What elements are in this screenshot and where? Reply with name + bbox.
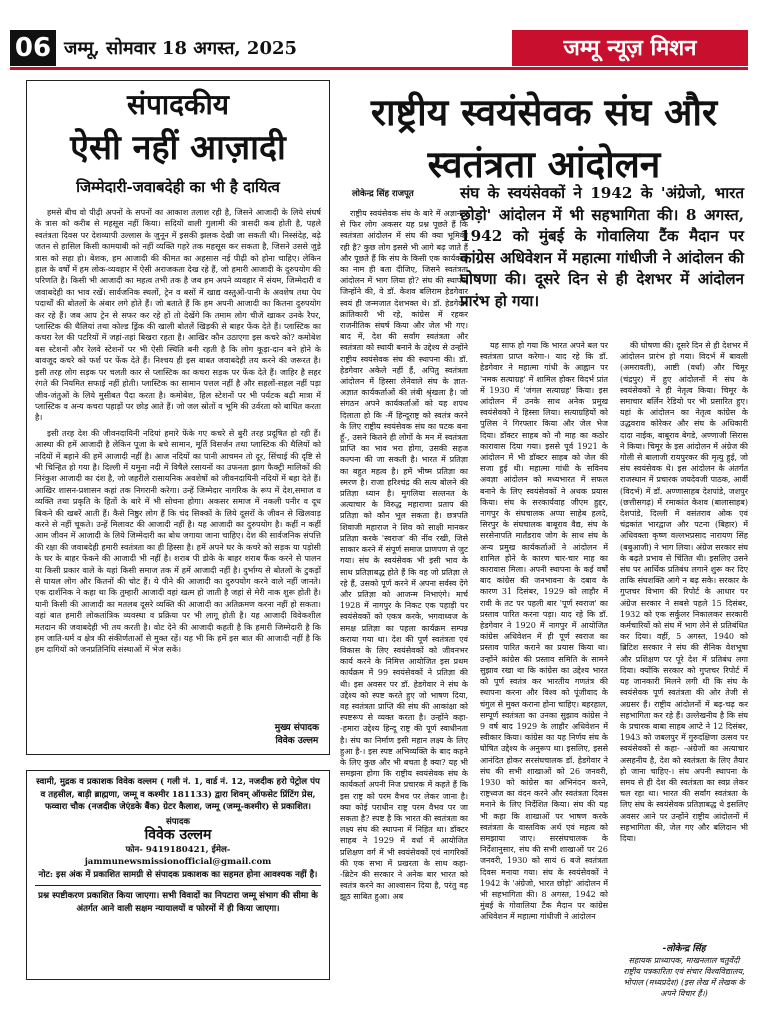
article-column-3 [620, 340, 748, 940]
contact-line: फोन- 9419180421, ईमेल- jammunewsmissionofficial@gmail.com [84, 844, 272, 867]
author-box [620, 944, 748, 999]
article-text: यह साफ हो गया कि भारत अपने बल पर स्वतंत्रता प्राप्त करेगा-। याद रहे कि डॉ. हेडगेवार ने महात्मा गांधी के आह्वान पर 'नमक सत्याग्रह' में शामिल होकर विदर्भ प्रांत में 1930 में 'जंगल सत्याग्रह' किया। इस आंदोलन में उनके साथ अनेक प्रमुख स्वयंसेवकों ने हिस्सा लिया। सत्याग्रहियों को पुलिस ने गिरफ्तार किया और जेल भेज दिया। डॉक्टर साहब को नौ माह का कठोर कारावास दिया गया। इससे पूर्व 1921 के आंदोलन में भी डॉक्टर साहब को जेल की सजा हुई थी। महात्मा गांधी के सविनय अवज्ञा आंदोलन को मध्यभारत में सफल बनाने के लिए स्वयंसेवकों ने अथक प्रयास किया। संघ के सरकार्यवाह जीएम हुद्दर, नागपुर के संघचालक अप्पा साहेब हलदे, सिरपुर के संघचालक बाबूराव वैद्य, संघ के सरसेनापति मार्तंडराव जोग के साथ संघ के अन्य प्रमुख कार्यकर्ताओं ने आंदोलन में शामिल होने के कारण चार-चार माह का कारावास मिला। अपनी स्थापना के कई वर्षों बाद कांग्रेस की जनभावना के दबाव के कारण 31 दिसंबर, 1929 को लाहौर में रावी के तट पर पहली बार 'पूर्ण स्वराज' का प्रस्ताव पारित करना पड़ा। याद रहे कि डॉ. हेडगेवार ने 1920 में नागपुर में आयोजित कांग्रेस अधिवेशन में ही पूर्ण स्वराज का प्रस्ताव पारित कराने का प्रयास किया था। उन्होंने कांग्रेस की प्रस्ताव समिति के सामने सुझाव रखा था कि कांग्रेस का उद्देश्य भारत को पूर्ण स्वतंत्र कर भारतीय गणतंत्र की स्थापना करना और विश्व को पूंजीवाद के चंगुल से मुक्त कराना होना चाहिए। बहरहाल, सम्पूर्ण स्वतंत्रता का उनका सुझाव कांग्रेस ने 9 वर्ष बाद 1929 के लाहौर अधिवेशन में स्वीकार किया। कांग्रेस का यह निर्णय संघ के घोषित उद्देश्य के अनुरूप था। इसलिए, इससे आनंदित होकर सरसंघचालक डॉ. हेडगेवार ने संघ की सभी शाखाओं को 26 जनवरी, 1930 को कांग्रेस का अभिनंदन करने, राष्ट्रध्वज का वंदन करने और स्वतंत्रता दिवस मनाने के लिए निर्देशित किया। संघ की यह भी कहा कि शाखाओं पर भाषण करके स्वतंत्रता के वास्तविक अर्थ एवं महत्व को समझाया जाए। सरसंघचालक के निर्देशानुसार, संघ की सभी शाखाओं पर 26 जनवरी, 1930 को सायं 6 बजे स्वतंत्रता दिवस मनाया गया। संघ के स्वयंसेवकों ने 1942 के 'अंग्रेजो, भारत छोड़ो' आंदोलन में भी सहभागिता की। 8 अगस्त, 1942 को मुंबई के गोवालिया टैंक मैदान पर कांग्रेस अधिवेशन में महात्मा गांधीजी ने आंदोलन [480, 341, 608, 922]
editorial-box [26, 80, 330, 755]
signature-name: विवेक उल्लम [275, 736, 319, 746]
editorial-subtitle: जिम्मेदारी-जवाबदेही का भी है दायित्व [76, 178, 280, 196]
editorial-paragraph: हमसे बीच वो पीढ़ी अपनों के सपनों का आकाश तलाश रही है, जिसने आजादी के लिये संघर्ष के त्रास को करीब से महसूस नहीं किया। सदियों वाली गुलामी की त्रासदी कब होती है, पहले स्वतंत्रता दिवस पर देशव्यापी उल्लास के जुनून में इसकी झलक देखी जा सकती थी। निस्संदेह, बढ़े जतन से हासिल किसी कामयाबी को नहीं व्यक्ति गहरे तक महसूस कर सकता है, जिसने उससे जुड़े त्रास को सहा हो। बेशक, हम आजादी की कीमत का अहसास नई पीढ़ी को होना चाहिए। लेकिन हाल के वर्षों में हम लोक-व्यवहार में ऐसी अराजकता देख रहे हैं, जो हमारी आजादी के दुरुपयोग की परिणति है। किसी भी आजादी का महत्व तभी तक है जब हम अपने व्यवहार में संयम, जिम्मेदारी व जवाबदेही का भाव रखें। सार्वजनिक स्थलों, ट्रेन व बसों में खाद्य वस्तुओं-पानी के अवशेष तथा पेय पदार्थों की बोतलों के अंबार लगे होते हैं। जो बताते हैं कि हम अपनी आजादी का कितना दुरुपयोग कर रहे हैं। जब आप ट्रेन से सफर कर रहे हों तो देखेंगे कि तमाम लोग चीजें खाकर उनके रैपर, प्लास्टिक की थैलियां तथा कोल्ड ड्रिंक की खाली बोतलें खिड़की से बाहर फेंक देते हैं। प्लास्टिक का कचरा रेल की पटरियों में जहां-तहां बिखरा रहता है। आखिर कौन उठाएगा इस कचरे को? कमोबेश बस स्टेशनों और रेलवे स्टेशनों पर भी ऐसी स्थिति बनी रहती है कि लोग कूड़ा-दान बने होने के बावजूद कचरे को फर्श पर फेंक देते हैं। निश्चय ही इस बाबत जवाबदेही तय करने की जरूरत है। इसी तरह लोग सड़क पर चलती कार से प्लास्टिक का कचरा सड़क पर फेंक देते हैं। जाहिर है सहर रंगते की नियमित सफाई नहीं होती। प्लास्टिक का सामान पत्तल नहीं है और सहलों-सहल नहीं पड़ा जीव-जंतुओं के लिये मुसीबत पैदा करता है। कमोबेश, हिल स्टेशनों पर भी पर्यटक बढ़ी मात्रा में प्लास्टिक व अन्य कचरा पहाड़ों पर छोड़ आते हैं। जो जल स्रोतों व भूमि की उर्वरता को बाधित करता है। [35, 207, 321, 423]
publisher-line: स्वामी, मुद्रक व प्रकाशक विवेक वल्लम ( गली नं. 1, वार्ड नं. 12, नजदीक हरो पेट्रोल पंप व तहसील, बाड़ी ब्राह्मणा, जम्मू व कश्मीर 181133) द्वारा शिवम् ऑफसेट प्रिंटिंग प्रेस, फव्वारा चौक (नजदीक जेएंडके बैंक) ग्रेटर कैलाश, जम्मू (जम्मू-कश्मीर) से प्रकाशित। [36, 777, 320, 812]
jurisdiction-note: प्रश्न स्पष्टीकरण प्रकाशित किया जाएगा। सभी विवादों का निपटारा जम्मू संभाग की सीमा के अंतर्गत आने वाली सक्षम न्यायालयों व फोरमों में ही किया जाएगा। [38, 891, 318, 914]
editorial-title: ऐसी नहीं आज़ादी [70, 128, 286, 168]
author-description: सहायक प्राध्यापक, माखनलाल चतुर्वेदी राष्ट्रीय पत्रकारिता एवं संचार विश्वविद्यालय, भोपाल (मध्यप्रदेश) (इस लेख में लेखक के अपने विचार हैं।) [623, 956, 745, 998]
editorial-kicker: संपादकीय [127, 88, 229, 121]
article-text: की घोषणा की। दूसरे दिन से ही देशभर में आंदोलन प्रारंभ हो गया। विदर्भ में बावली (अमरावती), आष्टी (वर्धा) और चिमूर (चंद्रपुर) में हुए आंदोलनों में संघ के स्वयंसेवकों ने ही नेतृत्व किया। चिमूर के समाचार बर्लिन रेडियो पर भी प्रसारित हुए। यहां के आंदोलन का नेतृत्व कांग्रेस के उद्धवराव कोरेकर और संघ के अधिकारी दादा नाईक, बाबूराव बेगडे, अण्णाजी सिरास ने किया। चिमूर के इस आंदोलन में अंग्रेज की गोली से बालाजी रायपुरकर की मृत्यु हुई, जो संघ स्वयंसेवक थे। इस आंदोलन के अंतर्गत राजस्थान में प्रचारक जयदेवजी पाठक, आर्वी (विदर्भ) में डॉ. अण्णासाहब देशपांडे, जशपुर (छत्तीसगढ़) में रमाकांत केशव (बालासाहब) देशपांडे, दिल्ली में वसंतराव ओक एवं चंद्रकांत भारद्वाज और पटना (बिहार) में अधिवक्ता कृष्ण वल्लभप्रसाद नारायण सिंह (बबुआजी) ने भाग लिया। अंग्रेज सरकार संघ के बढ़ते प्रभाव से चिंतित थी। इसलिए उसने संघ पर आर्थिक प्रतिबंध लगाने शुरू कर दिए ताकि संघशक्ति आगे न बढ़ सके। सरकार के गुप्तचर विभाग की रिपोर्ट के आधार पर अंग्रेज सरकार ने सबसे पहले 15 दिसंबर, 1932 को एक सर्कुलर निकालकर सरकारी कर्मचारियों को संघ में भाग लेने से प्रतिबंधित कर दिया। वहीं, 5 अगस्त, 1940 को ब्रिटिश सरकार ने संघ की सैनिक वेशभूषा और प्रशिक्षण पर पूरे देश में प्रतिबंध लगा दिया। क्योंकि सरकार को गुप्तचर रिपोर्ट में यह जानकारी मिलने लगी थी कि संघ के स्वयंसेवक पूर्ण स्वतंत्रता की ओर तेजी से अग्रसर हैं। राष्ट्रीय आंदोलनों में बढ़-चढ़ कर सहभागिता कर रहे हैं। उल्लेखनीय है कि संघ के प्रचारक बाबा साहब आप्टे ने 12 दिसंबर, 1943 को जबलपुर में गुरुदक्षिणा उत्सव पर स्वयंसेवकों से कहा- -अंग्रेजों का अत्याचार असहनीय है, देश को स्वतंत्रता के लिए तैयार हो जाना चाहिए-। संघ अपनी स्थापना के समय से ही देश की स्वतंत्रता का स्वप्न लेकर चल रहा था। भारत की सर्वांग स्वतंत्रता के लिए संघ के स्वयंसेवक प्रतिज्ञाबद्ध थे इसलिए अवसर आने पर उन्होंने राष्ट्रीय आंदोलनों में सहभागिता की, जेल गए और बलिदान भी दिया। [620, 341, 748, 843]
imprint-box [26, 770, 330, 980]
editorial-paragraph: इसी तरह देश की जीवनदायिनी नदियां हमारे फेंके गए कचरे से बुरी तरह प्रदूषित हो रही हैं। आस्था की हमें आजादी है लेकिन पूजा के बचे सामान, मूर्ति विसर्जन तथा प्लास्टिक की थैलियों को नदियों में बहाने की हमें आजादी नहीं है। आज नदियों का पानी आचमन तो दूर, सिंचाई की दृष्टि से भी चिन्हित हो गया है। दिल्ली में यमुना नदी में विषैले रसायनों का उफनता झाग फैक्ट्री मालिकों की निरंकुश आजादी का दंश है, जो जहरीले रासायनिक अवशेषों को जीवनदायिनी नदियों में बहा देते हैं। आखिर शासन-प्रशासन कहां तक निगरानी करेगा। उन्हें जिम्मेदार नागरिक के रूप में देश,समाज व व्यक्ति तथा प्रकृति के हितों के बारे में भी सोचना होगा। अकसर समाज में नकली पनीर व दूध बिकने की खबरें आती हैं। कैसे निष्ठुर लोग हैं कि चंद सिक्कों के लिये दूसरों के जीवन से खिलवाड़ करने से नहीं चूकते। उन्हें मिलावट की आजादी नहीं है। यह आजादी का दुरुपयोग है। कहीं न कहीं आम जीवन में आजादी के लिये जिम्मेदारी का बोध जगाया जाना चाहिए। देश की सार्वजनिक संपत्ति की रक्षा की जवाबदेही हमारी स्वतंत्रता का ही हिस्सा है। हमें अपने घर के कचरे को सड़क या पड़ोसी के घर के बाहर फेंकने की आजादी भी नहीं है। शराब पी डोके के बाहर शराब फैंक करने से पालन या किसी प्रकार वाले के यहां किसी समाज तक में हमें आजादी नहीं है। दुर्भाग्य से बोतलों के टुकड़ों से घायल लोग और कितनों की चोट हैं। ये पीने की आजादी का दुरुपयोग करने वाले नहीं जानते। एक दार्शनिक ने कहा था कि तुम्हारी आजादी वहां खत्म हो जाती है जहां से मेरी नाक शुरू होती है। यानी किसी की आजादी का मतलब दूसरे व्यक्ति की आजादी का अतिक्रमण करना नहीं हो सकता। वहां बात हमारी लोकतांत्रिक व्यवस्था व प्रक्रिया पर भी लागू होती है। यह आजादी विवेकशील मतदान की जवाबदेही भी तय करती है। वोट देने की आजादी कहती है कि हमारी जिम्मेदारी है कि हम जाति-धर्म व क्षेत्र की संकीर्णताओं से मुक्त रहें। यह भी कि हमें इस बात की आजादी नहीं है कि हम दागियों को जनप्रतिनिधि संस्थाओं में भेज सकें। [35, 427, 321, 655]
editorial-signature [275, 720, 319, 746]
article-title: राष्ट्रीय स्वयंसेवक संघ और स्वतंत्रता आंदोलन [370, 90, 718, 186]
page-number: 06 [10, 30, 56, 66]
article-pullquote: संघ के स्वयंसेवकों ने 1942 के 'अंग्रेजो, भारत छोड़ो' आंदोलन में भी सहभागिता की। 8 अगस्त, 1942 को मुंबई के गोवालिया टैंक मैदान पर कांग्रेस अधिवेशन में महात्मा गांधीजी ने आंदोलन की घोषणा की। दूसरे दिन से ही देशभर में आंदोलन प्रारंभ हो गया। [460, 184, 744, 310]
page-header [10, 30, 748, 70]
article-column-1 [340, 208, 468, 1008]
article-byline: लोकेन्द्र सिंह राजपूत [352, 189, 414, 199]
author-name: -लोकेन्द्र सिंह [662, 944, 706, 954]
editorial-body [35, 207, 321, 732]
imprint-divider [35, 885, 321, 886]
editor-label: संपादक [165, 816, 191, 827]
signature-label: मुख्य संपादक [274, 723, 319, 733]
date-line: जम्मू, सोमवार 18 अगस्त, 2025 [64, 38, 298, 59]
newspaper-brand: जम्मू न्यूज़ मिशन [512, 30, 748, 66]
disclaimer-note: नोट: इस अंक में प्रकाशित सामग्री से संपादक प्रकाशक का सहमत होना आवश्यक नहीं है। [38, 869, 318, 880]
article-text: राष्ट्रीय स्वयंसेवक संघ के बारे में अज्ञानता से फिर लोग अकसर यह प्रश्न पूछते हैं कि स्वतंत्रता आंदोलन में संघ की क्या भूमिका रही है? कुछ लोग इससे भी आगे बढ़ जाते हैं और पूछते हैं कि संघ के किसी एक कार्यकर्ता का नाम ही बता दीजिए, जिसने स्वतंत्रता आंदोलन में भाग लिया हो? संघ की स्थापना जिन्होंने की, वे डॉ. केशव बलिराम हेडगेवार स्वयं ही जन्मजात देशभक्त थे। डॉ. हेडगेवार क्रांतिकारी भी रहे, कांग्रेस में रहकर राजनीतिक संघर्ष किया और जेल भी गए। बाद में, देश की सर्वांग स्वतंत्रता और स्वतंत्रता को स्थायी बनाने के उद्देश्य से उन्होंने राष्ट्रीय स्वयंसेवक संघ की स्थापना की। डॉ. हेडगेवार अकेले नहीं हैं, अपितु स्वतंत्रता आंदोलन में हिस्सा लेनेवाले संघ के ज्ञात-अज्ञात कार्यकर्ताओं की लंबी श्रृंखला है। जो संगठन अपने कार्यकर्ताओं को यह शपथ दिलाता हो कि -मैं हिन्दूराष्ट्र को स्वतंत्र करने के लिए राष्ट्रीय स्वयंसेवक संघ का घटक बना हूँ-, उसने कितने ही लोगों के मन में स्वतंत्रता प्राप्ति का भाव भरा होगा, उसकी सहज कल्पना की जा सकती है। भारत में प्रतिज्ञा का बहुत महत्व है। हमें भीष्म प्रतिज्ञा का स्मरण है। राजा हरिश्चंद्र की सत्य बोलने की प्रतिज्ञा ध्यान है। मुगलिया सल्तनत के अत्याचार के विरुद्ध महाराणा प्रताप की प्रतिज्ञा को कौन भूल सकता है। छत्रपति शिवाजी महाराज ने शिव को साक्षी मानकर प्रतिज्ञा करके 'स्वराज' की नींव रखी, जिसे साकार करने में संपूर्ण समाज प्राणपण से जुट गया। संघ के स्वयंसेवक भी इसी भाव के साथ प्रतिज्ञाबद्ध होते हैं कि वह जो प्रतिज्ञा ले रहे हैं, उसको पूर्ण करने में अपना सर्वस्व देंगे और प्रतिज्ञा को आजन्म निभाएंगे। मार्च 1928 में नागपुर के निकट एक पहाड़ी पर स्वयंसेवकों को एकत्र करके, भगवाध्वज के समक्ष प्रतिज्ञा का पहला कार्यक्रम सम्पन्न कराया गया था। देश की पूर्ण स्वतंत्रता एवं विकास के लिए स्वयंसेवकों को जीवनभर कार्य करने के निमित्त आयोजित इस प्रथम कार्यक्रम में 99 स्वयंसेवकों ने प्रतिज्ञा की थी। इस अवसर पर डॉ. हेडगेवार ने संघ के उद्देश्य को स्पष्ट करते हुए जो भाषण दिया, वह स्वतंत्रता प्राप्ति की संघ की आकांक्षा को स्पष्टरूप से व्यक्त करता है। उन्होंने कहा- -हमारा उद्देश्य हिन्दू राष्ट्र की पूर्ण स्वाधीनता है। संघ का निर्माण इसी महान लक्ष्य के लिए हुआ है-। इस स्पष्ट अभिव्यक्ति के बाद कहने के लिए कुछ और भी बचता है क्या? यह भी समझना होगा कि राष्ट्रीय स्वयंसेवक संघ के कार्यकर्ता अपनी निज प्रचारक में कहते हैं कि इस राष्ट्र को परम वैभव पर लेकर जाना है। क्या कोई पराधीन राष्ट्र परम वैभव पर जा सकता है? स्पष्ट है कि भारत की स्वतंत्रता का लक्ष्य संघ की स्थापना में निहित था। डॉक्टर साहब ने 1929 में वर्धा में आयोजित प्रशिक्षण वर्ग में भी स्वयंसेवकों एवं नागरिकों की एक सभा में प्रखरता के साथ कहा- -ब्रिटेन की सरकार ने अनेक बार भारत को स्वतंत्र करने का आश्वासन दिया है, परंतु वह झूठ साबित हुआ। अब [340, 209, 468, 902]
left-column [26, 80, 330, 990]
editor-name: विवेक उल्लम [144, 827, 212, 843]
article-column-2 [480, 340, 608, 1008]
